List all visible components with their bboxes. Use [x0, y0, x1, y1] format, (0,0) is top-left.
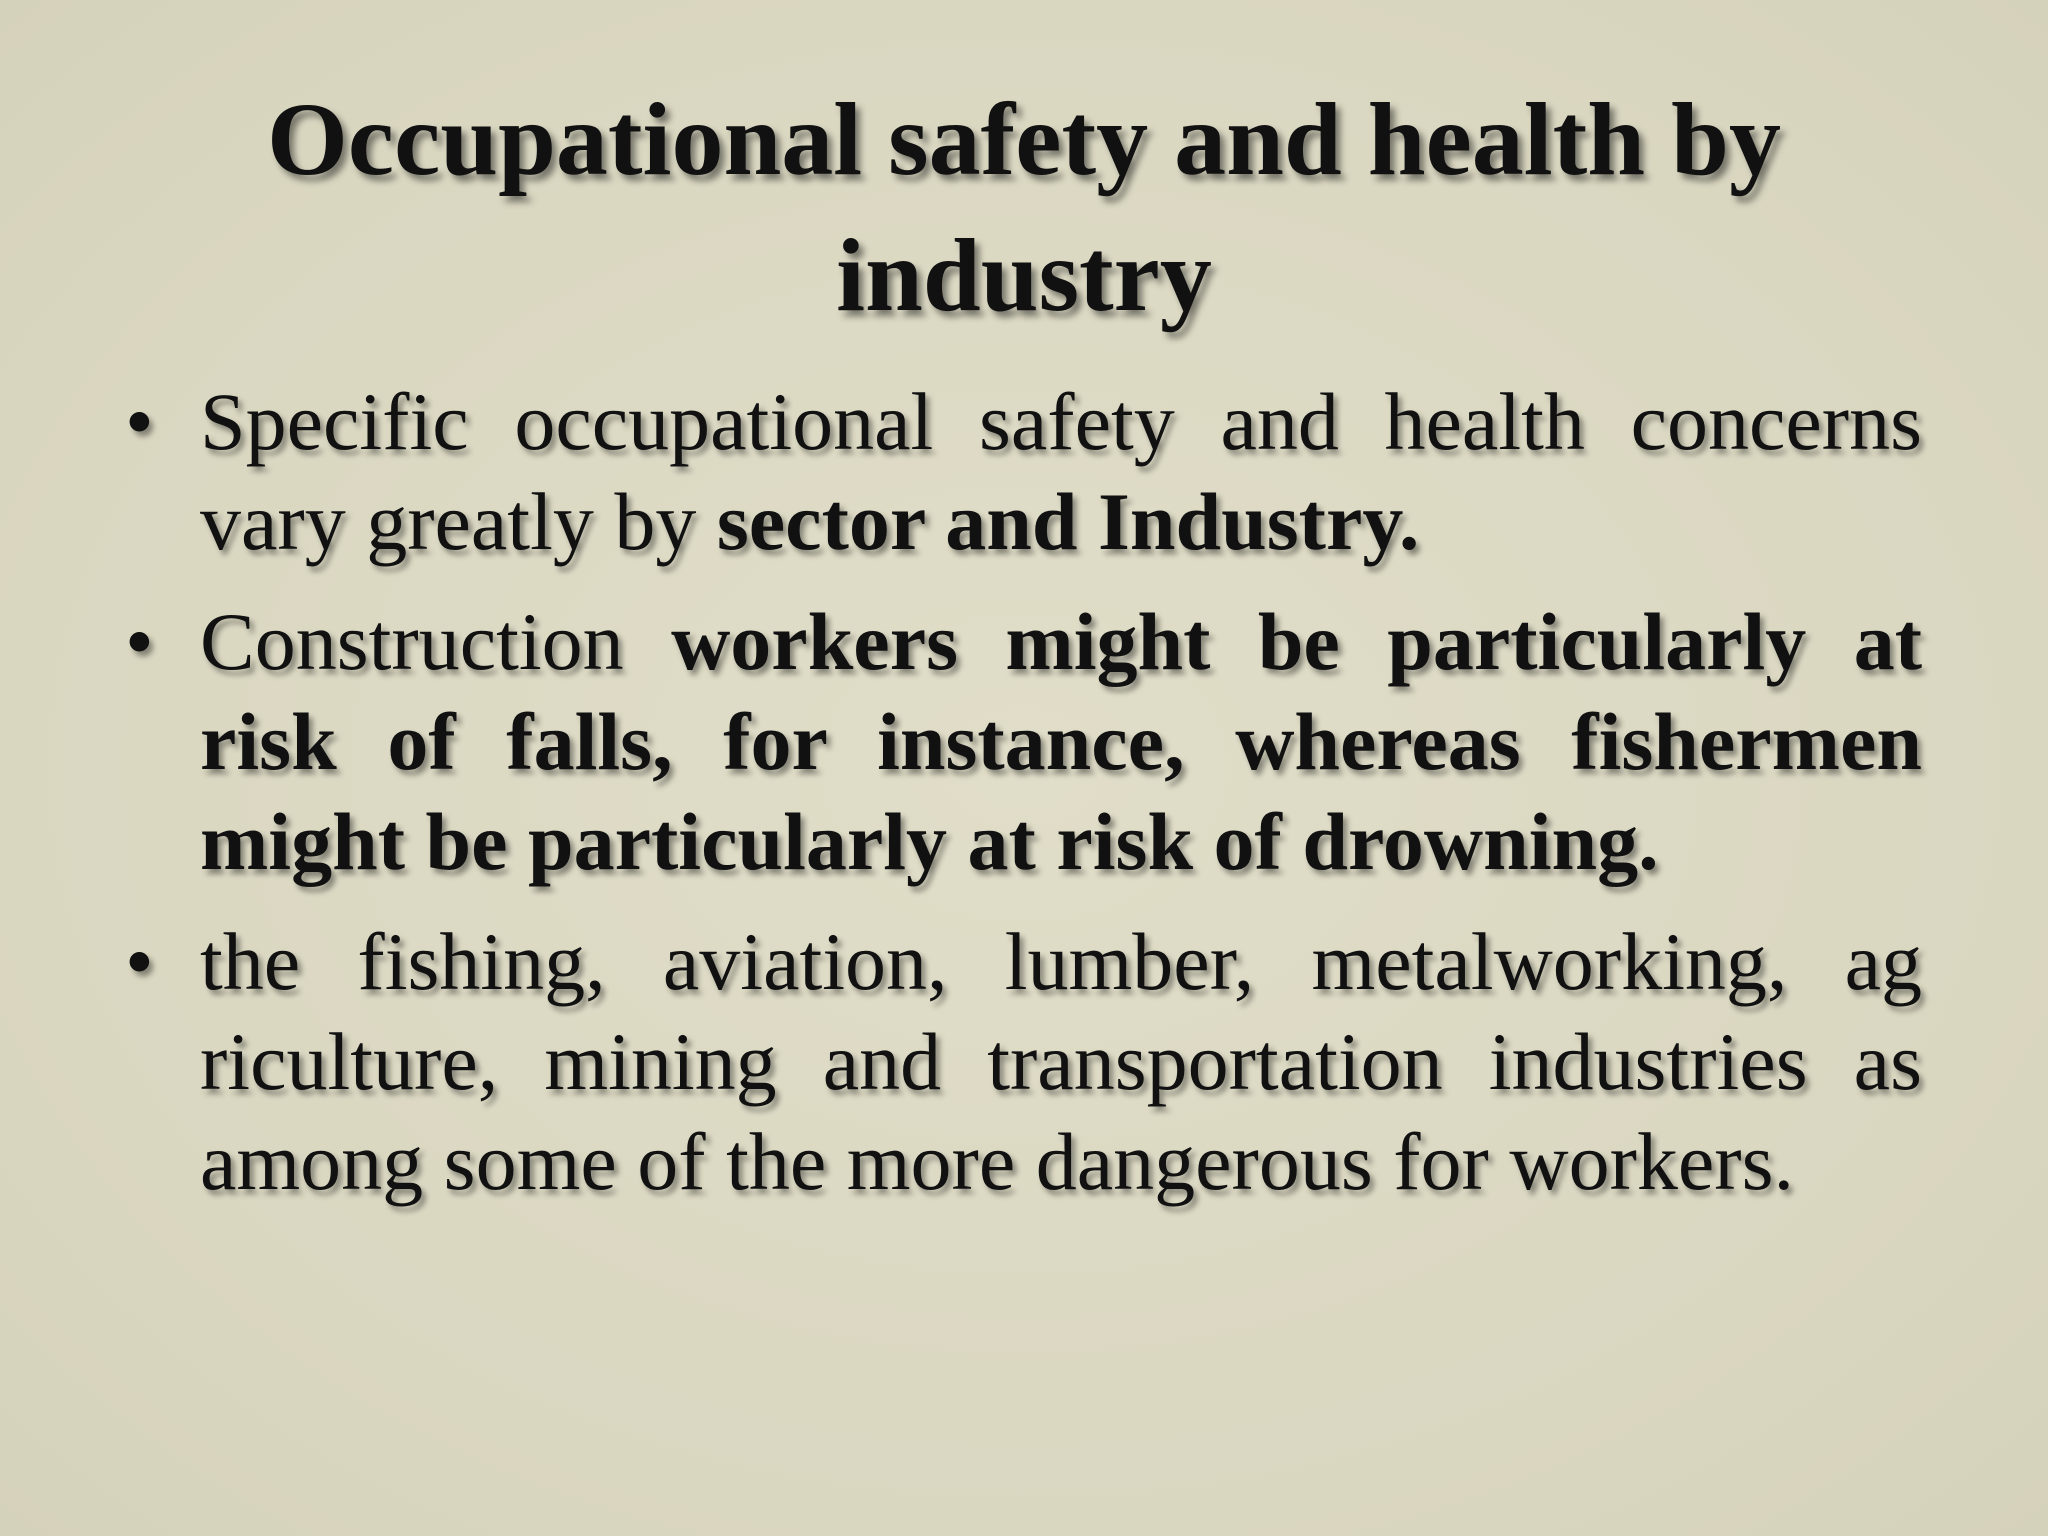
bullet-item-sector — [120, 372, 1922, 572]
bullet-item-construction — [120, 592, 1922, 892]
bullet-text: Construction — [200, 596, 672, 687]
slide-title-line-2: industry — [836, 218, 1212, 333]
bullet-dot-icon: • — [125, 376, 154, 467]
bullet-text-bold: sector and Industry. — [716, 476, 1420, 567]
bullet-text-bold: workers might be particularly at risk of falls, for instance, whereas fishermen might be particularly at risk of drowning. — [200, 596, 1923, 887]
bullet-dot-icon: • — [125, 596, 154, 687]
bullet-text: the fishing, aviation, lumber, metalworking, ag riculture, mining and transportation industries as among some of the more dangerous for workers. — [200, 916, 1922, 1207]
slide-title — [120, 72, 1928, 344]
bullet-dot-icon: • — [125, 916, 154, 1007]
bullet-text: Specific occupational safety and health concerns vary greatly by — [200, 376, 1922, 567]
bullet-item-industries — [120, 912, 1922, 1212]
bullet-list — [120, 372, 1922, 1232]
slide-title-line-1: Occupational safety and health by — [267, 82, 1781, 197]
